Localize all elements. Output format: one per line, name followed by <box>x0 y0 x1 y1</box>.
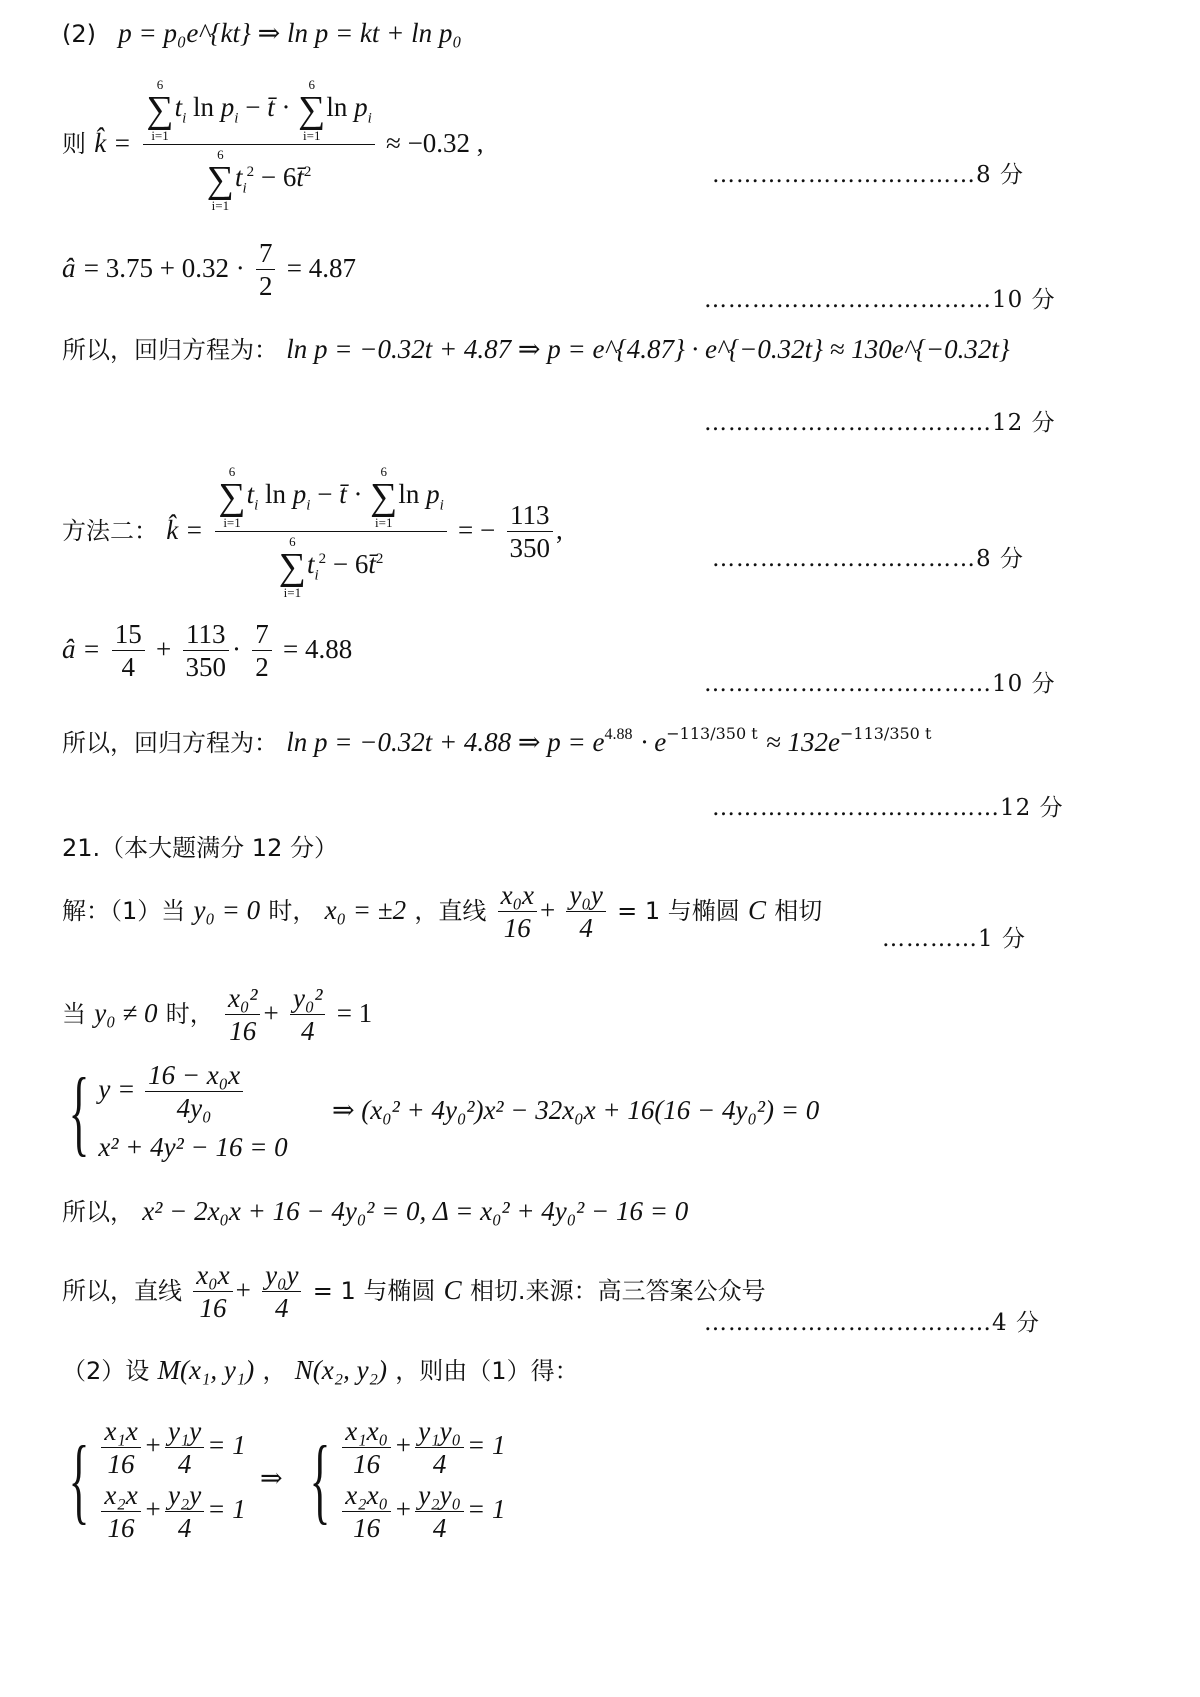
method2-reg-eq1: ln p = −0.32t + 4.88 ⇒ p = e <box>286 727 605 757</box>
q21-step3 <box>62 1198 688 1225</box>
method2-reg-line: 所以，回归方程为： ln p = −0.32t + 4.88 ⇒ $p = e^{4.88} \cdot e^{-113/350 t} \approx 132e^{-113/350 t}$ <box>62 724 932 757</box>
sum-symbol: 6 ∑ i=1 <box>218 464 246 530</box>
frac-y0y-4: $\frac{\text{y₀y}}{4}$ <box>566 882 605 942</box>
part2-header: (2) <box>62 20 96 48</box>
score-4: ………………………………4 分 <box>704 1310 1040 1336</box>
a-hat-symbol: â <box>62 253 76 283</box>
k-hat-symbol: k̂ = <box>166 515 204 545</box>
method2-k-line: 方法二： k̂ = 6 ∑ i=1 $t_i$ $\ln p_i$ − t̄ · 6 ∑ i=1 $\ln p_i$ 6 ∑ i=1 $t_i^2$ − 6t̄$^2$ = − $\frac{113}{350}$ , <box>62 464 563 600</box>
part2-reg-label: 所以，回归方程为： <box>62 336 278 364</box>
sum-symbol: 6 ∑ i=1 <box>278 534 306 600</box>
system-line1: y = $\frac{\text{16 − x₀x}}{\text{4y₀}}$ <box>98 1062 287 1122</box>
a-hat-symbol: â = <box>62 634 101 664</box>
q21-s1-e: = 1 与椭圆 <box>617 897 740 925</box>
part2-k-line <box>62 78 484 212</box>
score-12: ………………………………12 分 <box>704 410 1056 436</box>
method2-a-line: â = $\frac{15}{4}$ + $\frac{113}{350}$ · $\frac{7}{2}$ = 4.88 <box>62 619 353 682</box>
q21-s1-b: 时， <box>268 897 317 925</box>
score-10: ………………………………10 分 <box>704 287 1056 313</box>
q21-p2-m: M(x₁, y₁) <box>157 1355 255 1385</box>
q21-s3-eq: x² − 2x₀x + 16 − 4y₀² = 0, Δ = x₀² + 4y₀² − 16 = 0 <box>142 1196 689 1226</box>
score-12-method2: ………………………………12 分 <box>712 795 1064 821</box>
q21-s3-label: 所以， <box>62 1198 134 1226</box>
q21-s4-c: C <box>443 1275 462 1305</box>
score-1: …………1 分 <box>882 926 1026 952</box>
k-hat-symbol: k̂ = <box>94 128 132 158</box>
frac-x0x-16: $\frac{\text{x₀x}}{16}$ <box>498 882 537 942</box>
q21-step2: 当 y₀ ≠ 0 时， $\frac{\text{x₀²}}{16}$ + $\frac{\text{y₀²}}{4}$ = 1 <box>62 983 373 1046</box>
q21-s2-a: y₀ ≠ 0 <box>94 998 158 1028</box>
q21-p2-sep: ， <box>262 1357 287 1385</box>
q21-final-systems: { $\frac{\text{x₁x}}{16}$ + $\frac{\text{y₁y}}{4}$ = 1 $\frac{\text{x₂x}}{16}$ + $\frac{\text{y₂y}}{4}$ = 1 ⇒ { $\frac{\text{x₁x₀}}{16}$ + $\frac{\text{y₁y₀}}{4}$ = 1 $\frac{\text{x₂x₀}}{16}$ + $\frac{\text{y₂y₀}}{4}$ = 1 <box>68 1416 506 1543</box>
q21-step4: 所以，直线 $\frac{\text{x₀x}}{16}$ + $\frac{\text{y₀y}}{4}$ = 1 与椭圆 C 相切.来源：高三答案公众号 <box>62 1260 766 1323</box>
part2-k-prefix: 则 <box>62 130 86 158</box>
q21-s2-eq: = 1 <box>336 998 373 1028</box>
seven-halves: $\frac{7}{2}$ <box>256 240 276 300</box>
part2-a-line <box>62 240 356 300</box>
sum-symbol: 6 ∑ i=1 <box>206 147 234 213</box>
frac-113-350: $\frac{113}{350}$ <box>183 621 230 681</box>
q21-part2 <box>62 1357 579 1384</box>
q21-s2-prefix: 当 <box>62 1000 86 1028</box>
method2-label: 方法二： <box>62 517 158 545</box>
q21-s2-b: 时， <box>165 1000 214 1028</box>
system-line2: x² + 4y² − 16 = 0 <box>98 1132 288 1162</box>
q21-title: 21.（本大题满分 12 分） <box>62 834 338 862</box>
left-brace: { <box>309 1426 331 1533</box>
frac-y0sq-4: $\frac{\text{y₀²}}{4}$ <box>290 985 325 1045</box>
method2-reg-label: 所以，回归方程为： <box>62 729 278 757</box>
k-fraction-method2: 6 ∑ i=1 $t_i$ $\ln p_i$ − t̄ · 6 ∑ i=1 $\ln p_i$ 6 ∑ i=1 $t_i^2$ − 6t̄$^2$ <box>215 465 447 599</box>
q21-s4-eq: = 1 与椭圆 <box>312 1277 436 1305</box>
q21-s1-g: 相切 <box>774 897 823 925</box>
left-brace: { <box>68 1057 90 1165</box>
part2-a-expr: = 3.75 + 0.32 · <box>83 253 245 283</box>
sum-symbol: 6 ∑ i=1 <box>370 464 398 530</box>
part2-a-result: = 4.87 <box>286 253 356 283</box>
sum-symbol: 6 ∑ i=1 <box>298 77 326 143</box>
implies-arrow: ⇒ <box>260 1463 283 1493</box>
frac-x0sq-16: $\frac{\text{x₀²}}{16}$ <box>225 985 260 1045</box>
q21-s1-f: C <box>748 895 767 925</box>
method2-k-value: = − <box>458 515 496 545</box>
q21-system <box>56 1057 820 1165</box>
q21-s1-c: x₀ = ±2 <box>324 895 407 925</box>
q21-s1-d: ，直线 <box>414 897 487 925</box>
k-fraction <box>143 78 375 212</box>
k-denominator: 6 ∑ i=1 $t_i^2$ − 6t̄$^2$ <box>206 147 312 213</box>
q21-p2-text: （2）设 <box>62 1357 150 1385</box>
sum-symbol: 6 ∑ i=1 <box>146 77 174 143</box>
method2-a-expr: + <box>156 634 172 664</box>
part2-model: p = p₀e^{kt} ⇒ ln p = kt + ln p₀ <box>118 18 462 48</box>
score-8-method2: ……………………………8 分 <box>712 546 1024 572</box>
score-10-method2: ………………………………10 分 <box>704 671 1056 697</box>
q21-p2-tail: ，则由（1）得： <box>395 1357 579 1385</box>
q21-s1-prefix: 解：（1）当 <box>62 897 186 925</box>
q21-s4-label: 所以，直线 <box>62 1277 182 1305</box>
k-numerator: 6 ∑ i=1 $t_i$ $\ln p_i$ − t̄ · 6 ∑ i=1 $\ln p_i$ <box>143 78 375 145</box>
q21-step1: 解：（1）当 y₀ = 0 时， x₀ = ±2 ，直线 $\frac{\text{x₀x}}{16}$ + $\frac{\text{y₀y}}{4}$ = 1 与椭圆 C 相切 <box>62 880 823 943</box>
seven-halves: $\frac{7}{2}$ <box>252 621 272 681</box>
part2-reg-eq: ln p = −0.32t + 4.87 ⇒ p = e^{4.87} · e^{−0.32t} ≈ 130e^{−0.32t} <box>286 334 1010 364</box>
k-value-fraction: $\frac{113}{350}$ <box>507 502 554 562</box>
part2-model-line <box>62 20 462 47</box>
method2-reg-eq2: ≈ 132e <box>765 727 840 757</box>
q21-s1-a: y₀ = 0 <box>193 895 261 925</box>
part2-k-value: ≈ −0.32 , <box>386 128 484 158</box>
exponent-113-350: −113/350 t <box>666 724 758 743</box>
system-result: ⇒ (x₀² + 4y₀²)x² − 32x₀x + 16(16 − 4y₀²) = 0 <box>331 1094 820 1125</box>
part2-reg-line <box>62 336 1010 363</box>
left-brace: { <box>68 1426 90 1533</box>
q21-p2-n: N(x₂, y₂) <box>294 1355 388 1385</box>
q21-s4-tail: 相切.来源：高三答案公众号 <box>469 1277 766 1305</box>
fifteen-quarters: $\frac{15}{4}$ <box>112 621 145 681</box>
method2-a-result: = 4.88 <box>283 634 353 664</box>
score-8: ……………………………8 分 <box>712 162 1024 188</box>
